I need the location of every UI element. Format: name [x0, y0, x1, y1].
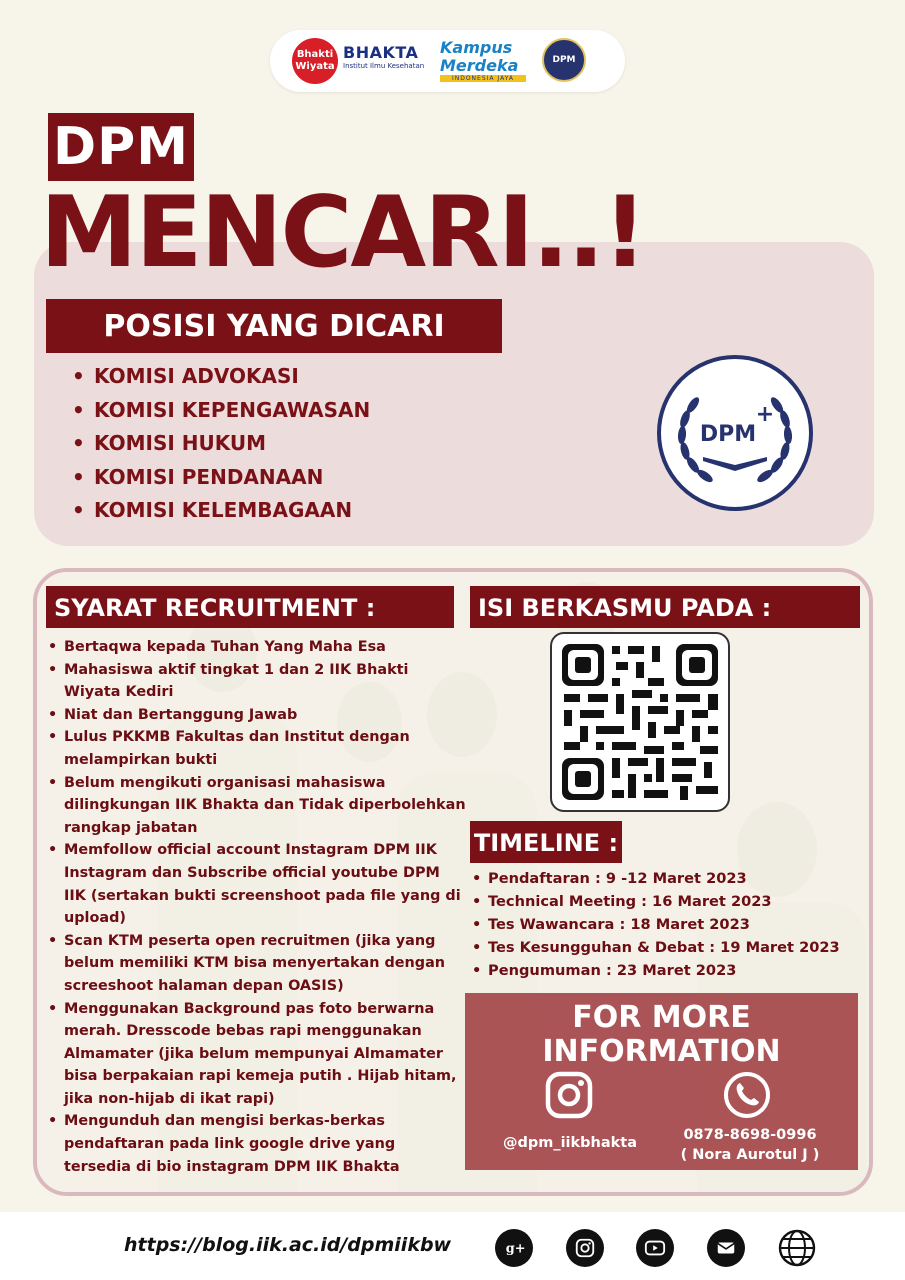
dpm-tag: DPM	[48, 113, 194, 181]
list-item: • Pengumuman : 23 Maret 2023	[470, 959, 840, 982]
kampus-merdeka-line2: Merdeka	[440, 56, 519, 75]
svg-text:+: +	[755, 402, 775, 427]
list-item: • Niat dan Bertanggung Jawab	[46, 704, 466, 727]
list-item: • Tes Kesungguhan & Debat : 19 Maret 2023	[470, 936, 840, 959]
headline: MENCARI..!	[40, 176, 646, 290]
list-item: • Scan KTM peserta open recruitmen (jika yang belum memiliki KTM bisa menyertakan dengan screeshoot halaman depan OASIS)	[46, 930, 466, 998]
footer	[0, 1212, 905, 1280]
phone-contact[interactable]	[660, 1125, 840, 1165]
bhakti-wiyata-logo-text: Bhakti Wiyata	[295, 49, 335, 72]
instagram-handle[interactable]: @dpm_iikbhakta	[502, 1135, 638, 1151]
footer-url-link[interactable]: https://blog.iik.ac.id/dpmiikbw	[124, 1234, 452, 1256]
contact-box	[465, 993, 858, 1170]
list-item: • Bertaqwa kepada Tuhan Yang Maha Esa	[46, 636, 466, 659]
dpm-small-logo-text: DPM	[552, 55, 576, 65]
contact-title-line2: INFORMATION	[542, 1034, 781, 1069]
dpm-small-logo	[542, 38, 586, 82]
globe-icon[interactable]	[778, 1229, 816, 1267]
list-item: • KOMISI KELEMBAGAAN	[72, 494, 370, 528]
requirements-title: SYARAT RECRUITMENT :	[46, 586, 454, 628]
bhakta-logo-subtitle: Institut Ilmu Kesehatan	[343, 62, 425, 70]
kampus-merdeka-line1: Kampus	[440, 38, 513, 57]
list-item: • KOMISI PENDANAAN	[72, 461, 370, 495]
phone-number: 0878-8698-0996	[683, 1127, 817, 1143]
kampus-merdeka-line3: INDONESIA JAYA	[440, 75, 526, 82]
bhakti-wiyata-logo	[292, 38, 338, 84]
qr-code[interactable]	[550, 632, 730, 812]
instagram-icon[interactable]	[545, 1071, 593, 1119]
contact-title-line1: FOR MORE	[572, 1000, 751, 1035]
logo-bar	[270, 30, 625, 92]
list-item: • Technical Meeting : 16 Maret 2023	[470, 890, 840, 913]
google-plus-icon[interactable]	[495, 1229, 533, 1267]
bhakta-logo	[343, 44, 433, 71]
phone-contact-name: ( Nora Aurotul J )	[680, 1147, 820, 1163]
instagram-icon[interactable]	[566, 1229, 604, 1267]
list-item: • KOMISI KEPENGAWASAN	[72, 394, 370, 428]
positions-list	[72, 360, 370, 528]
list-item: • KOMISI HUKUM	[72, 427, 370, 461]
phone-icon[interactable]	[723, 1071, 771, 1119]
list-item: • Lulus PKKMB Fakultas dan Institut dengan melampirkan bukti	[46, 726, 466, 771]
list-item: • Memfollow official account Instagram DPM IIK Instagram dan Subscribe official youtube DPM IIK (sertakan bukti screenshoot pada file yang di upload)	[46, 839, 466, 929]
svg-text:g+: g+	[505, 1241, 525, 1257]
emblem-label: DPM	[699, 422, 757, 447]
timeline-list	[470, 867, 840, 982]
list-item: • Menggunakan Background pas foto berwarna merah. Dresscode bebas rapi menggunakan Almamater (jika belum mempunyai Almamater bisa berpakaian rapi kemeja putih . Hijab hitam, jika non-hijab di ikat rapi)	[46, 998, 466, 1111]
qr-code-icon	[552, 634, 728, 810]
bhakta-logo-name: BHAKTA	[343, 43, 419, 62]
youtube-icon[interactable]	[636, 1229, 674, 1267]
kampus-merdeka-logo	[440, 39, 535, 82]
list-item: • KOMISI ADVOKASI	[72, 360, 370, 394]
list-item: • Mengunduh dan mengisi berkas-berkas pendaftaran pada link google drive yang tersedia di bio instagram DPM IIK Bhakta	[46, 1110, 466, 1178]
contact-title	[465, 1001, 858, 1069]
dpm-emblem	[655, 353, 815, 513]
list-item: • Tes Wawancara : 18 Maret 2023	[470, 913, 840, 936]
list-item: • Belum mengikuti organisasi mahasiswa dilingkungan IIK Bhakta dan Tidak diperbolehkan rangkap jabatan	[46, 772, 466, 840]
mail-icon[interactable]	[707, 1229, 745, 1267]
positions-title: POSISI YANG DICARI	[46, 299, 502, 353]
timeline-title: TIMELINE :	[470, 821, 622, 863]
submission-title: ISI BERKASMU PADA :	[470, 586, 860, 628]
list-item: • Mahasiswa aktif tingkat 1 dan 2 IIK Bhakti Wiyata Kediri	[46, 659, 466, 704]
requirements-list	[46, 636, 466, 1178]
list-item: • Pendaftaran : 9 -12 Maret 2023	[470, 867, 840, 890]
